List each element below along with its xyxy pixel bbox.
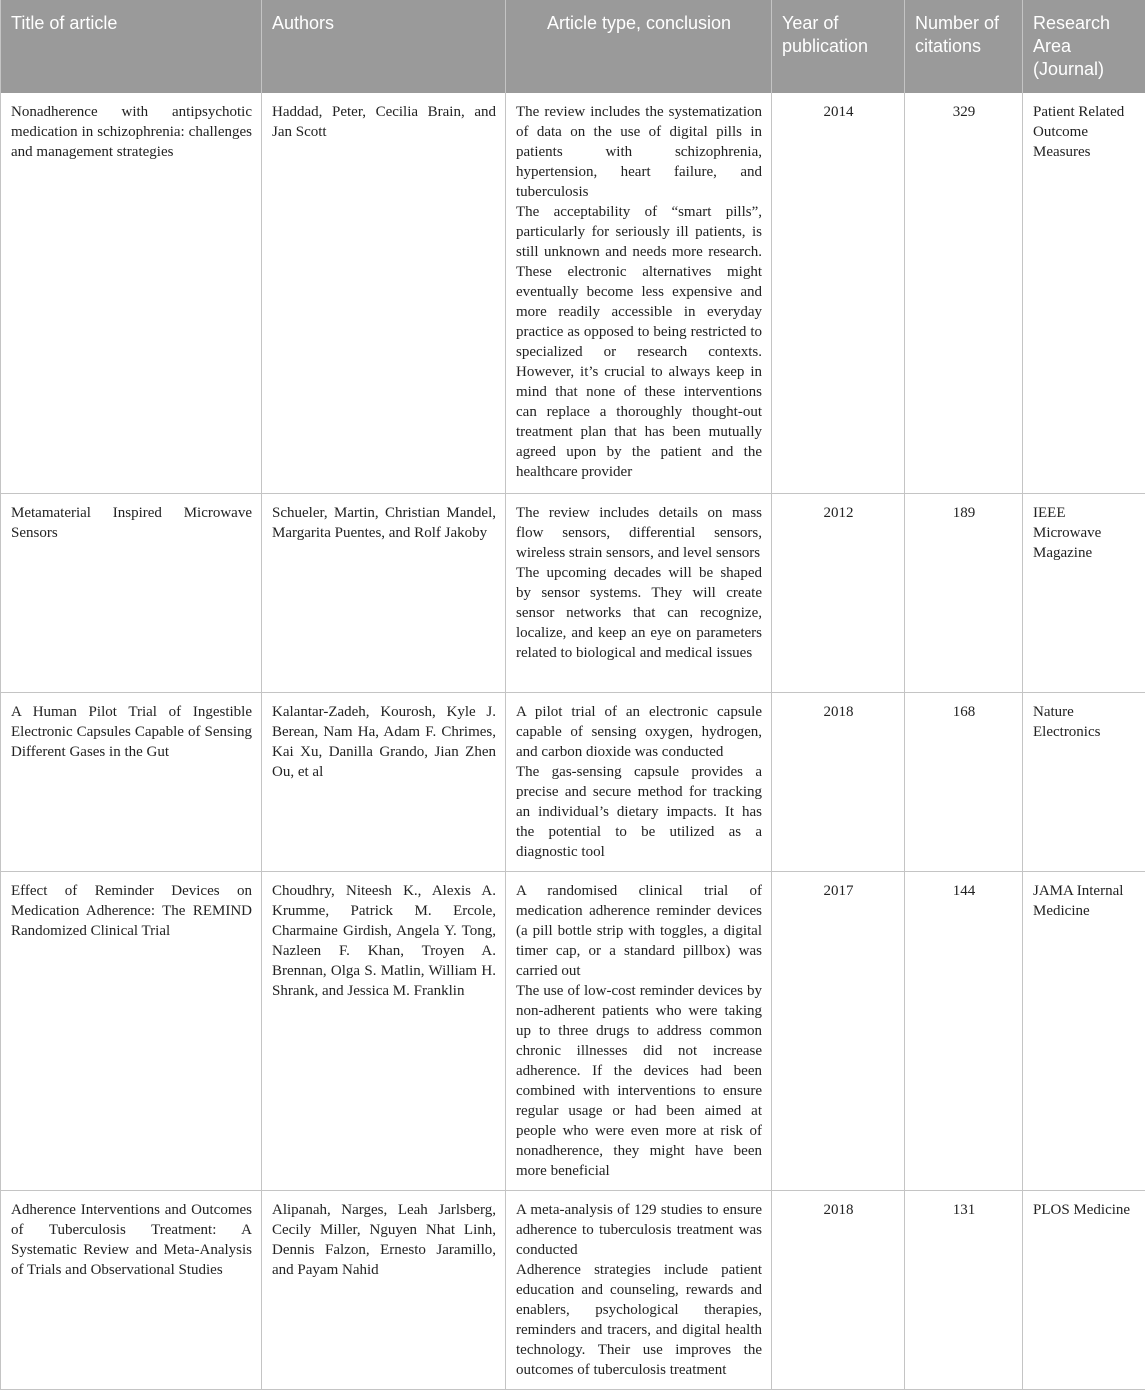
conclusion-text: The acceptability of “smart pills”, particularly for seriously ill patients, is still unknown and needs more research. These electronic alternatives might eventually become less expensive and more readily accessible in everyday practice as opposed to being restricted to specialized or research contexts. However, it’s crucial to always keep in mind that none of these interventions can replace a thoroughly thought-out treatment plan that has been mutually agreed upon by the patient and the healthcare provider (516, 202, 762, 482)
cell-article-type (506, 1190, 772, 1389)
cell-research-area: PLOS Medicine (1023, 1190, 1145, 1389)
column-header-authors: Authors (262, 0, 506, 93)
conclusion-text: The upcoming decades will be shaped by sensor systems. They will create sensor networks that can recognize, localize, and keep an eye on parameters related to biological and medical issues (516, 563, 762, 663)
article-type-text: A randomised clinical trial of medication adherence reminder devices (a pill bottle strip with toggles, a digital timer cap, or a standard pillbox) was carried out (516, 881, 762, 981)
cell-article-type (506, 871, 772, 1190)
column-header-citations: Number of citations (905, 0, 1023, 93)
cell-research-area: JAMA Internal Medicine (1023, 871, 1145, 1190)
cell-title: Adherence Interventions and Outcomes of Tuberculosis Treatment: A Systematic Review and Meta-Analysis of Trials and Observational Studies (1, 1190, 262, 1389)
cell-title: Effect of Reminder Devices on Medication Adherence: The REMIND Randomized Clinical Trial (1, 871, 262, 1190)
cell-article-type (506, 493, 772, 692)
cell-research-area: Nature Electronics (1023, 692, 1145, 871)
cell-authors: Haddad, Peter, Cecilia Brain, and Jan Scott (262, 93, 506, 493)
cell-title: Metamaterial Inspired Microwave Sensors (1, 493, 262, 692)
column-header-article-type: Article type, conclusion (506, 0, 772, 93)
cell-title: Nonadherence with antipsychotic medication in schizophrenia: challenges and management strategies (1, 93, 262, 493)
cell-citations: 168 (905, 692, 1023, 871)
cell-article-type (506, 93, 772, 493)
cell-year: 2018 (772, 1190, 905, 1389)
table-row (1, 692, 1145, 871)
cell-citations: 131 (905, 1190, 1023, 1389)
column-header-title: Title of article (1, 0, 262, 93)
cell-authors: Schueler, Martin, Christian Mandel, Margarita Puentes, and Rolf Jakoby (262, 493, 506, 692)
conclusion-text: The gas-sensing capsule provides a precise and secure method for tracking an individual’s dietary impacts. It has the potential to be utilized as a diagnostic tool (516, 762, 762, 862)
article-type-text: The review includes details on mass flow sensors, differential sensors, wireless strain sensors, and level sensors (516, 503, 762, 563)
cell-title: A Human Pilot Trial of Ingestible Electronic Capsules Capable of Sensing Different Gases in the Gut (1, 692, 262, 871)
column-header-research-area: Research Area (Journal) (1023, 0, 1145, 93)
article-type-text: A meta-analysis of 129 studies to ensure adherence to tuberculosis treatment was conducted (516, 1200, 762, 1260)
column-header-year: Year of publication (772, 0, 905, 93)
cell-year: 2017 (772, 871, 905, 1190)
cell-research-area: IEEE Microwave Magazine (1023, 493, 1145, 692)
cell-citations: 144 (905, 871, 1023, 1190)
table-row (1, 93, 1145, 493)
cell-citations: 189 (905, 493, 1023, 692)
conclusion-text: Adherence strategies include patient education and counseling, rewards and enablers, psychological therapies, reminders and tracers, and digital health technology. Their use improves the outcomes of tuberculosis treatment (516, 1260, 762, 1380)
cell-research-area: Patient Related Outcome Measures (1023, 93, 1145, 493)
table-row (1, 1190, 1145, 1389)
table-row (1, 493, 1145, 692)
cell-year: 2012 (772, 493, 905, 692)
article-type-text: A pilot trial of an electronic capsule capable of sensing oxygen, hydrogen, and carbon dioxide was conducted (516, 702, 762, 762)
cell-citations: 329 (905, 93, 1023, 493)
table-row (1, 871, 1145, 1190)
cell-year: 2014 (772, 93, 905, 493)
cell-authors: Kalantar-Zadeh, Kourosh, Kyle J. Berean, Nam Ha, Adam F. Chrimes, Kai Xu, Danilla Grando, Jian Zhen Ou, et al (262, 692, 506, 871)
article-type-text: The review includes the systematization of data on the use of digital pills in patients with schizophrenia, hypertension, heart failure, and tuberculosis (516, 102, 762, 202)
cell-authors: Alipanah, Narges, Leah Jarlsberg, Cecily Miller, Nguyen Nhat Linh, Dennis Falzon, Ernesto Jaramillo, and Payam Nahid (262, 1190, 506, 1389)
cell-authors: Choudhry, Niteesh K., Alexis A. Krumme, Patrick M. Ercole, Charmaine Girdish, Angela Y. Tong, Nazleen F. Khan, Troyen A. Brennan, Olga S. Matlin, William H. Shrank, and Jessica M. Franklin (262, 871, 506, 1190)
table-header-row (1, 0, 1145, 93)
cell-article-type (506, 692, 772, 871)
cell-year: 2018 (772, 692, 905, 871)
conclusion-text: The use of low-cost reminder devices by non-adherent patients who were taking up to three drugs to address common chronic illnesses did not increase adherence. If the devices had been combined with interventions to ensure regular usage or had been aimed at people who were even more at risk of nonadherence, they might have been more beneficial (516, 981, 762, 1181)
